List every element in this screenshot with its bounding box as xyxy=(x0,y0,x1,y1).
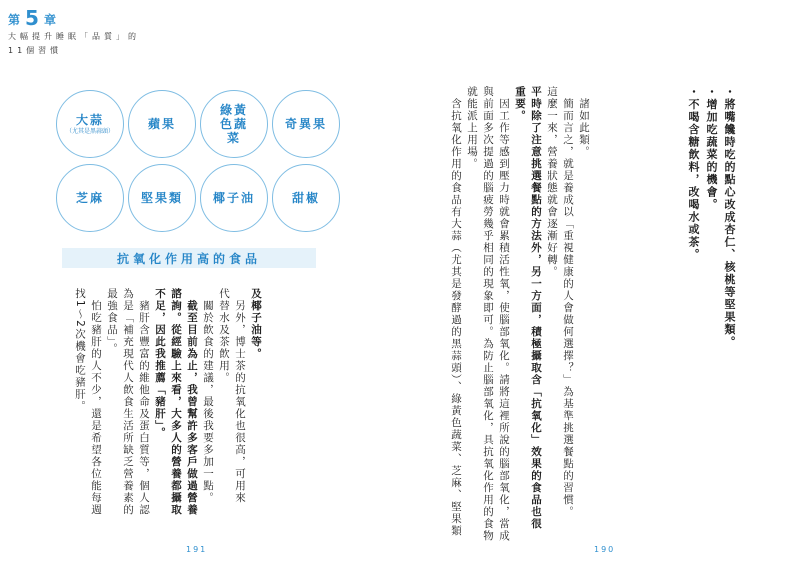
food-circle-nuts xyxy=(128,164,196,232)
text-line: 含抗氧化作用的食品有大蒜（尤其是發酵過的黑蒜頭）、綠黃色蔬菜、芝麻、堅果類 xyxy=(450,86,462,537)
right-page-body xyxy=(448,86,592,542)
text-line: 重要。 xyxy=(514,86,526,122)
food-label: 奇異果 xyxy=(284,117,327,131)
food-circle-coconut-oil xyxy=(200,164,268,232)
page-number-left: 191 xyxy=(186,545,208,554)
bullet-item: ・將嘴饞時吃的點心改成杏仁、核桃等堅果類。 xyxy=(723,86,736,349)
food-label: 芝麻 xyxy=(75,191,104,205)
chapter-heading xyxy=(8,8,56,28)
food-circle-green-yellow-vegetables xyxy=(200,90,268,158)
food-label: 椰子油 xyxy=(212,191,255,205)
text-line: 諮詢。從經驗上來看，大多人的營養都攝取 xyxy=(170,288,182,516)
bullet-item: ・增加吃蔬菜的機會。 xyxy=(705,86,718,211)
food-label: 大蒜 xyxy=(75,112,104,127)
food-label: 堅果類 xyxy=(140,191,183,205)
chapter-prefix: 第 xyxy=(8,13,21,27)
page-number-right: 190 xyxy=(594,545,616,554)
text-line: 怕吃豬肝的人不少，還是希望各位能每週 xyxy=(90,288,102,516)
food-label: 蘋果 xyxy=(147,117,176,131)
chapter-subtitle-line1: 大幅提升睡眠「品質」的 xyxy=(8,32,140,41)
left-page-body xyxy=(72,288,264,518)
text-line: 關於飲食的建議，最後我要多加一點。 xyxy=(202,288,214,504)
food-caption-band xyxy=(62,248,316,268)
text-line: 找1～2次機會吃豬肝。 xyxy=(74,288,86,413)
text-line: 與前面多次提過的腦疲勞幾乎相同的現象即可。為防止腦部氧化，具抗氧化作用的食物 xyxy=(482,86,494,542)
text-line: 為是「補充現代人飲食生活所缺乏營養素的 xyxy=(122,288,134,516)
food-note: （尤其是黑蒜頭） xyxy=(65,127,114,135)
text-line: 就能派上用場。 xyxy=(466,86,478,170)
chapter-number: 5 xyxy=(25,6,39,30)
text-line: 諸如此類。 xyxy=(578,86,590,158)
text-line: 這麼一來，營養狀態就會逐漸好轉。 xyxy=(546,86,558,278)
right-page-bullets xyxy=(684,86,738,506)
chapter-subtitle-line2: 11個習慣 xyxy=(8,46,63,55)
food-label: 甜椒 xyxy=(291,191,320,205)
food-circle-garlic xyxy=(56,90,124,158)
food-circle-kiwi xyxy=(272,90,340,158)
text-line: 簡而言之，就是養成以「重視健康的人會做何選擇？」為基準挑選餐點的習慣。 xyxy=(562,86,574,518)
text-line: 另外，博士茶的抗氧化也很高，可用來 xyxy=(234,288,246,504)
chapter-suffix: 章 xyxy=(43,13,56,27)
bullet-item: ・不喝含糖飲料，改喝水或茶。 xyxy=(687,86,700,261)
text-line: 因工作等感到壓力時就會累積活性氧，使腦部氧化。請將這裡所說的腦部氧化，當成 xyxy=(498,86,510,542)
text-line: 平時除了注意挑選餐點的方法外，另一方面，積極攝取含「抗氧化」效果的食品也很 xyxy=(530,86,542,530)
text-line: 代替水及茶飲用。 xyxy=(218,288,230,384)
text-line: 截至目前為止，我曾幫許多客戶做過營養 xyxy=(186,288,198,516)
food-label: 綠黃色蔬菜 xyxy=(219,103,248,145)
text-line: 最強食品」。 xyxy=(106,288,118,355)
text-line: 豬肝含豐富的維他命及蛋白質等，個人認 xyxy=(138,288,150,516)
text-line: 不足，因此我推薦「豬肝」。 xyxy=(154,288,166,439)
food-caption: 抗氧化作用高的食品 xyxy=(116,251,261,266)
food-circle-apple xyxy=(128,90,196,158)
food-circle-bell-pepper xyxy=(272,164,340,232)
text-line: 及椰子油等。 xyxy=(250,288,262,360)
food-circle-sesame xyxy=(56,164,124,232)
